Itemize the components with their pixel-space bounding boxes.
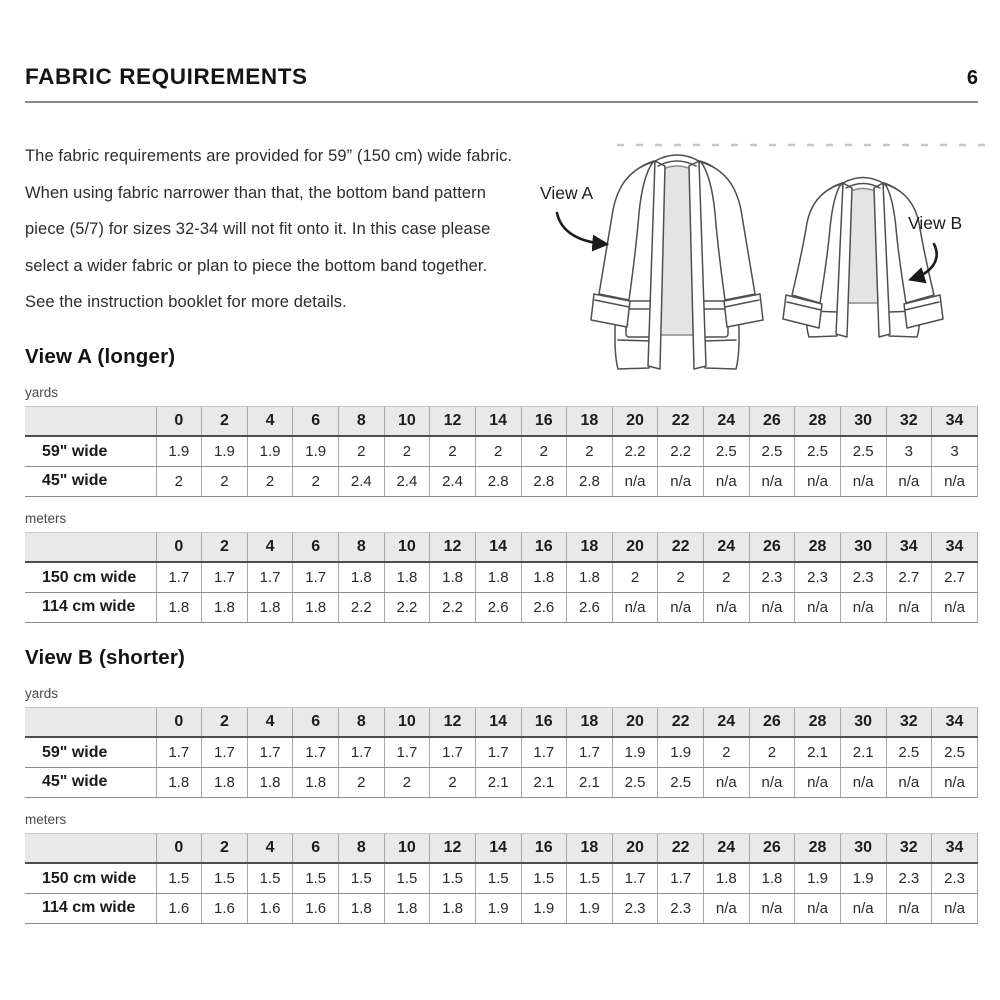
view-a-label: View A [540,183,594,203]
yardage-value: 1.8 [202,767,248,797]
yardage-value: 1.7 [567,737,613,767]
fabric-width-label: 59" wide [25,436,156,466]
yardage-value: 2 [704,737,750,767]
yardage-value: 2 [475,436,521,466]
size-column-header: 6 [293,833,339,863]
yardage-value: n/a [795,767,841,797]
size-column-header: 2 [202,406,248,436]
yardage-value: 1.8 [247,592,293,622]
size-column-header: 16 [521,532,567,562]
yardage-value: n/a [932,592,978,622]
yardage-value: 2 [202,466,248,496]
yardage-value: 2 [247,466,293,496]
yardage-value: 2 [293,466,339,496]
yardage-value: 1.5 [293,863,339,893]
size-column-header: 0 [156,707,202,737]
size-column-header: 4 [247,833,293,863]
yardage-value: 2.6 [521,592,567,622]
fabric-table-view-a-meters [25,532,978,623]
size-column-header: 34 [932,406,978,436]
yardage-value: n/a [795,592,841,622]
yardage-value: 1.8 [384,893,430,923]
yardage-value: 2.5 [612,767,658,797]
yardage-value: 2.6 [475,592,521,622]
yardage-value: 1.8 [521,562,567,592]
fabric-width-row [25,466,978,496]
title-rule [25,101,978,103]
size-column-header: 34 [886,532,932,562]
size-column-header: 30 [840,532,886,562]
yardage-value: 2.3 [932,863,978,893]
yardage-value: n/a [886,466,932,496]
yardage-value: n/a [795,466,841,496]
size-column-header: 32 [886,707,932,737]
size-column-header: 10 [384,406,430,436]
yardage-value: 1.8 [293,592,339,622]
size-header-row [25,833,978,863]
yardage-value: 2.3 [795,562,841,592]
yardage-value: n/a [658,592,704,622]
yardage-value: 2.7 [932,562,978,592]
size-column-header: 30 [840,406,886,436]
size-column-header: 24 [704,532,750,562]
yardage-value: 1.7 [202,737,248,767]
size-column-header: 20 [612,406,658,436]
yardage-value: n/a [612,466,658,496]
fabric-width-row [25,562,978,592]
yardage-value: 1.7 [475,737,521,767]
fabric-width-row [25,436,978,466]
yardage-value: 2.2 [339,592,385,622]
size-column-header: 8 [339,707,385,737]
yardage-value: 1.8 [384,562,430,592]
yardage-value: 1.7 [430,737,476,767]
size-column-header: 2 [202,833,248,863]
yardage-value: 2.8 [521,466,567,496]
yardage-value: 1.8 [339,893,385,923]
yardage-value: 2.8 [475,466,521,496]
yardage-value: 1.5 [384,863,430,893]
yardage-value: 2.1 [840,737,886,767]
yardage-value: 2.5 [795,436,841,466]
yardage-value: 2.5 [932,737,978,767]
size-column-header: 14 [475,532,521,562]
yardage-value: 1.8 [202,592,248,622]
yardage-value: 1.5 [521,863,567,893]
fabric-width-label: 45" wide [25,767,156,797]
size-column-header: 16 [521,406,567,436]
yardage-value: 1.7 [521,737,567,767]
yardage-value: 1.9 [567,893,613,923]
yardage-value: 1.8 [430,562,476,592]
yardage-value: n/a [749,592,795,622]
yardage-value: 2.5 [840,436,886,466]
yardage-value: 1.8 [749,863,795,893]
size-column-header: 10 [384,833,430,863]
view-a-cardigan-drawing [591,155,763,369]
fabric-width-label: 114 cm wide [25,893,156,923]
yardage-value: 2.4 [384,466,430,496]
yardage-value: 1.8 [339,562,385,592]
size-column-header: 14 [475,833,521,863]
corner-cell [25,406,156,436]
yardage-value: 2.5 [704,436,750,466]
fabric-table-view-b-yards [25,707,978,798]
yardage-value: 1.6 [247,893,293,923]
size-column-header: 2 [202,707,248,737]
yardage-value: 2.3 [749,562,795,592]
page-number: 6 [966,67,978,89]
yardage-value: 1.9 [658,737,704,767]
size-column-header: 6 [293,707,339,737]
yardage-value: 1.9 [293,436,339,466]
yardage-value: n/a [840,592,886,622]
size-column-header: 10 [384,707,430,737]
size-column-header: 6 [293,532,339,562]
size-column-header: 0 [156,833,202,863]
yardage-value: 1.5 [567,863,613,893]
yardage-value: 2 [156,466,202,496]
size-column-header: 12 [430,707,476,737]
yardage-value: 1.5 [475,863,521,893]
yardage-value: n/a [840,767,886,797]
fabric-width-row [25,863,978,893]
garment-illustrations [530,113,1000,381]
yardage-value: 2 [612,562,658,592]
fabric-width-row [25,737,978,767]
size-column-header: 34 [932,707,978,737]
fabric-width-row [25,767,978,797]
yardage-value: n/a [704,893,750,923]
yardage-value: 2.4 [339,466,385,496]
unit-label: yards [25,384,59,400]
yardage-value: 1.7 [247,737,293,767]
yardage-value: 1.7 [202,562,248,592]
size-column-header: 10 [384,532,430,562]
size-column-header: 22 [658,707,704,737]
fabric-table-view-a-yards [25,406,978,497]
fabric-width-label: 114 cm wide [25,592,156,622]
yardage-value: n/a [749,893,795,923]
yardage-value: 1.6 [202,893,248,923]
yardage-value: n/a [932,893,978,923]
size-column-header: 6 [293,406,339,436]
yardage-value: 2.6 [567,592,613,622]
yardage-value: 2 [567,436,613,466]
view-a-section [25,345,978,623]
yardage-value: 2.3 [840,562,886,592]
size-column-header: 20 [612,532,658,562]
yardage-value: 1.7 [339,737,385,767]
yardage-value: 2 [749,737,795,767]
yardage-value: n/a [612,592,658,622]
yardage-value: n/a [886,767,932,797]
intro-line: When using fabric narrower than that, the bottom band pattern [25,183,487,202]
yardage-value: 2.3 [886,863,932,893]
yardage-value: 1.6 [293,893,339,923]
intro-line: piece (5/7) for sizes 32-34 will not fit onto it. In this case please [25,220,491,239]
size-column-header: 22 [658,406,704,436]
yardage-value: 1.5 [247,863,293,893]
yardage-value: 1.8 [156,592,202,622]
yardage-value: 1.5 [430,863,476,893]
yardage-value: 3 [886,436,932,466]
yardage-value: 2.1 [567,767,613,797]
yardage-value: n/a [704,592,750,622]
size-column-header: 0 [156,532,202,562]
size-column-header: 26 [749,406,795,436]
page-title: FABRIC REQUIREMENTS [25,64,308,89]
size-column-header: 28 [795,707,841,737]
size-header-row [25,707,978,737]
yardage-value: 2.2 [384,592,430,622]
corner-cell [25,707,156,737]
yardage-value: 1.5 [339,863,385,893]
yardage-value: 2 [384,767,430,797]
yardage-value: n/a [704,466,750,496]
size-column-header: 20 [612,707,658,737]
view-b-section [25,646,978,924]
size-column-header: 2 [202,532,248,562]
yardage-value: 1.8 [430,893,476,923]
yardage-value: 2.5 [658,767,704,797]
yardage-value: 2 [430,767,476,797]
yardage-value: 2 [521,436,567,466]
intro-paragraph [25,138,545,321]
size-column-header: 14 [475,707,521,737]
yardage-value: 2 [339,436,385,466]
view-a-arrow-icon [557,213,605,244]
yardage-value: 1.6 [156,893,202,923]
yardage-value: 1.7 [293,562,339,592]
yardage-value: 1.5 [156,863,202,893]
yardage-value: 1.9 [612,737,658,767]
size-column-header: 30 [840,707,886,737]
size-column-header: 26 [749,707,795,737]
size-column-header: 24 [704,406,750,436]
yardage-value: n/a [932,767,978,797]
yardage-value: n/a [658,466,704,496]
yardage-value: n/a [795,893,841,923]
yardage-value: 2.2 [658,436,704,466]
yardage-value: 1.7 [156,562,202,592]
size-column-header: 8 [339,406,385,436]
yardage-value: 1.9 [247,436,293,466]
yardage-value: 1.8 [475,562,521,592]
size-column-header: 30 [840,833,886,863]
yardage-value: 1.7 [384,737,430,767]
yardage-value: 1.8 [704,863,750,893]
yardage-value: 2.3 [612,893,658,923]
size-column-header: 4 [247,406,293,436]
yardage-value: 1.5 [202,863,248,893]
size-column-header: 26 [749,532,795,562]
yardage-value: 2 [704,562,750,592]
section-title: View B (shorter) [25,645,186,669]
fabric-width-label: 59" wide [25,737,156,767]
yardage-value: 3 [932,436,978,466]
size-column-header: 18 [567,833,613,863]
yardage-value: 1.7 [612,863,658,893]
fabric-width-label: 45" wide [25,466,156,496]
size-column-header: 34 [932,833,978,863]
size-column-header: 8 [339,833,385,863]
page-header [25,0,978,90]
yardage-value: n/a [840,893,886,923]
yardage-value: 2.1 [521,767,567,797]
yardage-value: 2 [384,436,430,466]
cardigan-line-art [530,113,1000,381]
view-b-cardigan-drawing [783,178,943,338]
unit-label: meters [25,811,67,827]
fabric-table-view-b-meters [25,833,978,924]
yardage-value: 1.7 [156,737,202,767]
size-column-header: 12 [430,833,476,863]
fabric-width-label: 150 cm wide [25,562,156,592]
yardage-value: 2.3 [658,893,704,923]
yardage-value: 1.7 [293,737,339,767]
yardage-value: 2.2 [430,592,476,622]
yardage-value: n/a [749,767,795,797]
size-header-row [25,532,978,562]
intro-line: select a wider fabric or plan to piece the bottom band together. [25,256,488,275]
size-column-header: 8 [339,532,385,562]
yardage-value: 1.7 [247,562,293,592]
yardage-value: 1.9 [475,893,521,923]
yardage-value: 2.7 [886,562,932,592]
yardage-value: 1.9 [202,436,248,466]
yardage-value: 1.7 [658,863,704,893]
size-column-header: 0 [156,406,202,436]
size-column-header: 12 [430,406,476,436]
size-column-header: 18 [567,707,613,737]
yardage-value: 2.1 [475,767,521,797]
yardage-value: 1.8 [567,562,613,592]
size-column-header: 24 [704,833,750,863]
size-column-header: 28 [795,532,841,562]
size-column-header: 16 [521,833,567,863]
unit-label: meters [25,510,67,526]
yardage-value: 1.8 [156,767,202,797]
size-column-header: 26 [749,833,795,863]
size-column-header: 4 [247,532,293,562]
size-column-header: 18 [567,406,613,436]
size-column-header: 32 [886,406,932,436]
yardage-value: 1.9 [521,893,567,923]
size-column-header: 12 [430,532,476,562]
yardage-value: 2.2 [612,436,658,466]
size-column-header: 4 [247,707,293,737]
fabric-width-row [25,592,978,622]
fabric-width-row [25,893,978,923]
yardage-value: n/a [704,767,750,797]
size-column-header: 22 [658,532,704,562]
size-column-header: 14 [475,406,521,436]
corner-cell [25,833,156,863]
yardage-value: n/a [840,466,886,496]
size-column-header: 22 [658,833,704,863]
intro-line: See the instruction booklet for more details. [25,293,347,312]
yardage-value: 2 [658,562,704,592]
section-title: View A (longer) [25,344,176,368]
yardage-value: 1.8 [247,767,293,797]
yardage-value: 1.8 [293,767,339,797]
unit-label: yards [25,685,59,701]
size-column-header: 34 [932,532,978,562]
yardage-value: 2.5 [749,436,795,466]
yardage-value: 2.8 [567,466,613,496]
fabric-width-label: 150 cm wide [25,863,156,893]
yardage-value: 2 [339,767,385,797]
size-column-header: 28 [795,833,841,863]
size-column-header: 16 [521,707,567,737]
yardage-value: 2.1 [795,737,841,767]
corner-cell [25,532,156,562]
yardage-value: n/a [932,466,978,496]
yardage-value: n/a [886,592,932,622]
yardage-value: 1.9 [156,436,202,466]
size-header-row [25,406,978,436]
intro-line: The fabric requirements are provided for 59” (150 cm) wide fabric. [25,147,513,165]
view-b-label: View B [908,213,963,233]
size-column-header: 24 [704,707,750,737]
yardage-value: 2.4 [430,466,476,496]
size-column-header: 32 [886,833,932,863]
yardage-value: 2 [430,436,476,466]
yardage-value: n/a [886,893,932,923]
yardage-value: 2.5 [886,737,932,767]
size-column-header: 28 [795,406,841,436]
size-column-header: 18 [567,532,613,562]
yardage-value: 1.9 [840,863,886,893]
size-column-header: 20 [612,833,658,863]
yardage-value: n/a [749,466,795,496]
yardage-value: 1.9 [795,863,841,893]
